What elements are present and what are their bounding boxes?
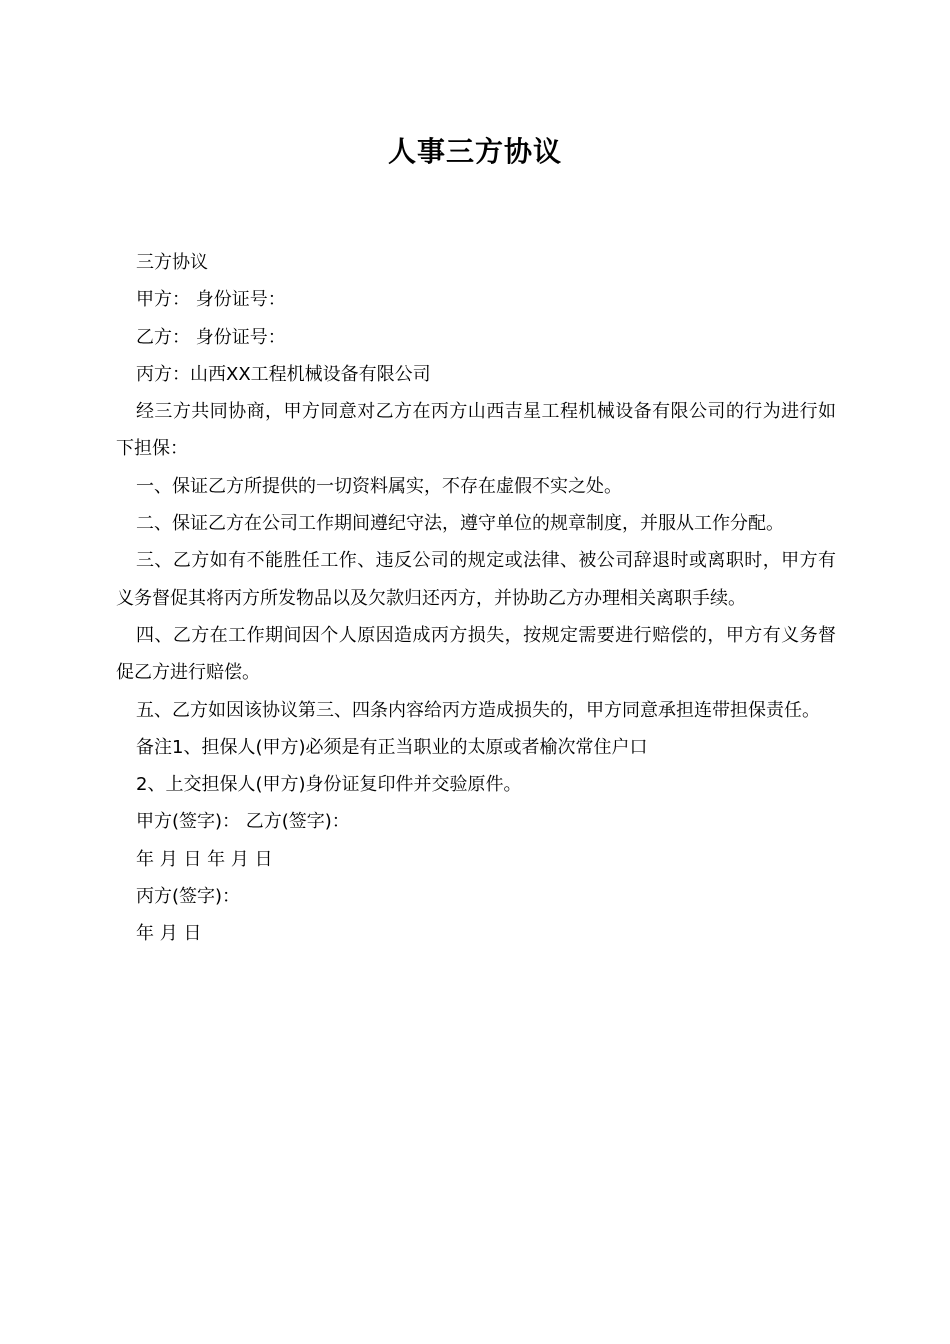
clause-1: 一、保证乙方所提供的一切资料属实，不存在虚假不实之处。 — [136, 475, 622, 497]
clause-3: 三、乙方如有不能胜任工作、违反公司的规定或法律、被公司辞退时或离职时，甲方有义务督促其将丙方所发物品以及欠款归还丙方，并协助乙方办理相关离职手续。 — [116, 550, 836, 609]
party-c-line: 丙方：山西XX工程机械设备有限公司 — [136, 363, 431, 385]
clause-2: 二、保证乙方在公司工作期间遵纪守法，遵守单位的规章制度，并服从工作分配。 — [136, 513, 784, 535]
date-c: 年 月 日 — [136, 923, 202, 945]
intro-paragraph: 经三方共同协商，甲方同意对乙方在丙方山西吉星工程机械设备有限公司的行为进行如下担保： — [116, 401, 836, 460]
party-a-line: 甲方： 身份证号： — [136, 289, 286, 311]
document-body — [116, 244, 836, 953]
section-heading: 三方协议 — [136, 252, 208, 273]
note-2: 2、上交担保人(甲方)身份证复印件并交验原件。 — [136, 774, 522, 796]
signature-a-b: 甲方(签字)： 乙方(签字)： — [136, 811, 350, 833]
date-a-b: 年 月 日 年 月 日 — [136, 848, 273, 870]
document-title: 人事三方协议 — [387, 135, 562, 168]
signature-c: 丙方(签字)： — [136, 886, 241, 908]
clause-5: 五、乙方如因该协议第三、四条内容给丙方造成损失的，甲方同意承担连带担保责任。 — [136, 699, 820, 721]
party-b-line: 乙方： 身份证号： — [136, 326, 286, 348]
clause-4: 四、乙方在工作期间因个人原因造成丙方损失，按规定需要进行赔偿的，甲方有义务督促乙方进行赔偿。 — [116, 624, 836, 684]
note-1: 备注1、担保人(甲方)必须是有正当职业的太原或者榆次常住户口 — [136, 736, 648, 758]
